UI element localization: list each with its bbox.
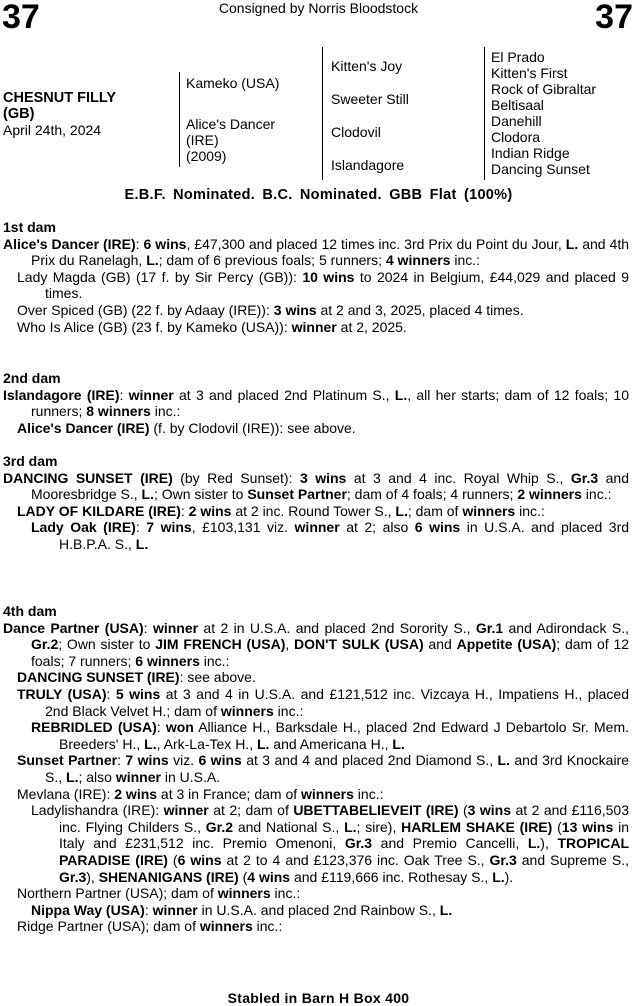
granddam-paternal: Sweeter Still bbox=[331, 91, 409, 107]
wins: 13 wins bbox=[561, 818, 614, 835]
text: Mevlana (IRE): bbox=[17, 785, 115, 802]
grandsire-paternal: Kitten's Joy bbox=[331, 58, 403, 74]
horse-name: HARLEM SHAKE (IRE) bbox=[401, 818, 553, 835]
lot-number-right: 37 bbox=[595, 0, 633, 36]
text: Lady Magda (GB) (17 f. by Sir Percy (GB)): bbox=[17, 268, 303, 285]
text: at 2 and 3, 2025, placed 4 times. bbox=[316, 301, 524, 318]
text: ), bbox=[86, 868, 99, 885]
text: : bbox=[156, 719, 166, 736]
horse-name: LADY OF KILDARE (IRE) bbox=[17, 502, 181, 519]
second-dam-heading: 2nd dam bbox=[3, 370, 61, 386]
ggp-1: El Prado bbox=[491, 49, 545, 65]
text: inc.: bbox=[199, 652, 230, 669]
first-dam-heading: 1st dam bbox=[3, 219, 56, 235]
wins: 6 wins bbox=[198, 752, 242, 769]
text: , £103,131 viz. bbox=[191, 519, 295, 536]
produce-lady-magda bbox=[3, 269, 629, 302]
grade: L. bbox=[492, 868, 505, 885]
dam-country: (IRE) bbox=[186, 132, 219, 148]
grade: L. bbox=[527, 835, 541, 852]
text: Alliance H., Barksdale H., placed 2nd Edward J Debartolo Sr. Mem. Breeders' H., bbox=[59, 719, 629, 752]
text: : bbox=[144, 901, 153, 918]
third-dam-entry bbox=[3, 470, 629, 503]
sire: Kameko (USA) bbox=[186, 75, 280, 91]
text: , £47,300 and placed 12 times inc. 3rd Prix du Point du Jour, bbox=[186, 235, 566, 252]
text: : bbox=[180, 502, 189, 519]
third-dam-heading: 3rd dam bbox=[3, 453, 58, 469]
text: Ladylishandra (IRE): bbox=[31, 802, 164, 819]
text: , Ark-La-Tex H., bbox=[156, 735, 257, 752]
horse-name: TROPICAL PARADISE (IRE) bbox=[59, 835, 629, 868]
grade: Gr.3 bbox=[344, 835, 373, 852]
horse-name: CHESNUT FILLY bbox=[3, 90, 117, 106]
fourth-dam-section bbox=[3, 603, 629, 935]
winners: 2 winners bbox=[517, 486, 582, 503]
produce-mevlana bbox=[3, 786, 629, 803]
ggp-8: Dancing Sunset bbox=[491, 161, 590, 177]
text: ; dam of 4 foals; 4 runners; bbox=[346, 486, 518, 503]
wins: winner bbox=[152, 619, 199, 636]
text: ; Own sister to bbox=[58, 636, 156, 653]
dam-name: Alice's Dancer (IRE) bbox=[3, 235, 136, 252]
text: ; dam of bbox=[407, 502, 463, 519]
text: at 2; also bbox=[339, 519, 415, 536]
horse-name: Sunset Partner bbox=[17, 752, 118, 769]
text: inc.: bbox=[581, 486, 612, 503]
winners: winners bbox=[199, 918, 253, 935]
produce-alices-dancer bbox=[3, 420, 629, 437]
text: ( bbox=[167, 851, 178, 868]
horse-name: DON'T SULK (USA) bbox=[294, 636, 424, 653]
text: and Supreme S., bbox=[516, 851, 630, 868]
text: ; dam of 6 previous foals; 5 runners; bbox=[158, 252, 386, 269]
ggp-6: Clodora bbox=[491, 129, 541, 145]
grandsire-maternal: Clodovil bbox=[331, 124, 381, 140]
grade: L. bbox=[146, 252, 159, 269]
grade: Gr.2 bbox=[31, 636, 59, 653]
text: viz. bbox=[168, 752, 199, 769]
text: at 2 to 4 and £123,376 inc. Oak Tree S., bbox=[221, 851, 490, 868]
text: ( bbox=[238, 868, 248, 885]
text: : bbox=[135, 519, 147, 536]
produce-sunset-partner bbox=[3, 752, 629, 785]
text: at 2 in U.S.A. and placed 2nd Sorority S., bbox=[198, 619, 476, 636]
wins: 3 wins bbox=[467, 802, 511, 819]
fourth-dam-heading: 4th dam bbox=[3, 603, 57, 619]
text: and 4th Prix du Ranelagh, bbox=[31, 235, 630, 269]
text: to 2024 in Belgium, £44,029 and placed 9 times. bbox=[45, 268, 629, 302]
text: inc.: bbox=[252, 918, 283, 935]
text: in U.S.A. bbox=[160, 768, 221, 785]
winners: winners bbox=[220, 702, 274, 719]
text: at 3 and placed 2nd Platinum S., bbox=[173, 386, 395, 403]
produce-dancing-sunset bbox=[3, 669, 629, 686]
wins: winner bbox=[128, 386, 174, 403]
text: : bbox=[106, 685, 116, 702]
grade: L. bbox=[66, 768, 79, 785]
lot-number-left: 37 bbox=[2, 0, 40, 36]
text: Ridge Partner (USA); dam of bbox=[17, 918, 200, 935]
text: ; also bbox=[78, 768, 116, 785]
text: and 3rd Knockaire S., bbox=[45, 752, 630, 785]
text: in U.S.A. and placed 3rd H.B.P.A. S., bbox=[59, 519, 630, 552]
winners: winners bbox=[301, 785, 354, 802]
text: and Mooresbridge S., bbox=[31, 469, 629, 503]
grade: Gr.3 bbox=[570, 469, 599, 486]
grade: Gr.3 bbox=[489, 851, 517, 868]
text: and Adirondack S., bbox=[503, 619, 629, 636]
fourth-dam-entry bbox=[3, 620, 629, 670]
text: ( bbox=[458, 802, 468, 819]
wins: won bbox=[165, 719, 194, 736]
text: : bbox=[119, 386, 129, 403]
horse-name: REBRIDLED (USA) bbox=[31, 719, 157, 736]
text: at 3 and 4 in U.S.A. and £121,512 inc. Vizcaya H., Impatiens H., placed 2nd Black Velvet H.; dam of bbox=[45, 685, 630, 719]
text: : see above. bbox=[179, 669, 256, 686]
text: at 3 and 4 inc. Royal Whip S., bbox=[346, 469, 571, 486]
second-dam-section bbox=[3, 370, 629, 436]
text: and Americana H., bbox=[269, 735, 393, 752]
grade: L. bbox=[344, 818, 357, 835]
produce-who-is-alice bbox=[3, 319, 629, 336]
winners: winners bbox=[462, 502, 516, 519]
produce-lady-oak bbox=[3, 519, 629, 552]
grade: L. bbox=[392, 735, 405, 752]
grade: Gr.2 bbox=[205, 818, 234, 835]
text: ( bbox=[552, 818, 562, 835]
text: ; sire), bbox=[356, 818, 402, 835]
horse-name: UBETTABELIEVEIT (IRE) bbox=[293, 802, 459, 819]
wins: 3 wins bbox=[299, 469, 347, 486]
stabling-info: Stabled in Barn H Box 400 bbox=[227, 990, 410, 1006]
wins: winner bbox=[152, 901, 198, 918]
foaling-date: April 24th, 2024 bbox=[3, 122, 102, 138]
wins: 2 wins bbox=[188, 502, 232, 519]
text: at 2 inc. Round Tower S., bbox=[231, 502, 396, 519]
grade: L. bbox=[144, 735, 157, 752]
grade: Gr.1 bbox=[475, 619, 504, 636]
wins: 6 wins bbox=[143, 235, 187, 252]
horse-name: TRULY (USA) bbox=[17, 685, 107, 702]
wins: winner bbox=[163, 802, 209, 819]
text: in Italy and £231,512 inc. Premio Omenoni, bbox=[59, 818, 629, 852]
ggp-7: Indian Ridge bbox=[491, 145, 570, 161]
ggp-2: Kitten's First bbox=[491, 65, 568, 81]
text: : bbox=[117, 752, 126, 769]
text: inc.: bbox=[515, 502, 545, 519]
text: inc.: bbox=[270, 885, 301, 902]
produce-over-spiced bbox=[3, 302, 629, 319]
pedigree-divider-3 bbox=[484, 47, 485, 180]
wins: 3 wins bbox=[273, 301, 317, 318]
winners: 6 winners bbox=[135, 652, 200, 669]
dam-name: Islandagore (IRE) bbox=[3, 386, 120, 403]
text: at 2, 2025. bbox=[336, 318, 407, 335]
second-dam-entry bbox=[3, 387, 629, 420]
text: and Premio Cancelli, bbox=[372, 835, 528, 852]
text: and National S., bbox=[233, 818, 345, 835]
horse-name: SHENANIGANS (IRE) bbox=[98, 868, 239, 885]
produce-ladylishandra bbox=[3, 802, 629, 885]
dam-year: (2009) bbox=[186, 148, 227, 164]
first-dam-entry bbox=[3, 236, 629, 269]
horse-identity bbox=[3, 90, 116, 139]
wins: 6 wins bbox=[177, 851, 222, 868]
wins: winner bbox=[294, 519, 340, 536]
winners: 4 winners bbox=[385, 252, 451, 269]
first-dam-section bbox=[3, 219, 629, 335]
text: (f. by Clodovil (IRE)): see above. bbox=[149, 419, 356, 436]
text: inc.: bbox=[450, 252, 481, 269]
wins: 4 wins bbox=[247, 868, 291, 885]
text: , bbox=[285, 636, 295, 653]
text: at 3 and 4 and placed 2nd Diamond S., bbox=[241, 752, 498, 769]
horse-name: Lady Oak (IRE) bbox=[31, 519, 136, 536]
text: : bbox=[143, 619, 153, 636]
dam-name: Alice's Dancer bbox=[186, 116, 276, 132]
dam bbox=[186, 116, 275, 164]
dam-name: DANCING SUNSET (IRE) bbox=[3, 469, 173, 486]
text: ; dam of 12 foals; 7 runners; bbox=[31, 636, 630, 669]
ggp-4: Beltisaal bbox=[491, 97, 544, 113]
produce-truly bbox=[3, 686, 629, 719]
wins: 7 wins bbox=[125, 752, 169, 769]
consignor: Consigned by Norris Bloodstock bbox=[218, 0, 419, 16]
text: at 2 and £116,503 inc. Flying Childers S., bbox=[59, 802, 629, 835]
produce-ridge-partner bbox=[3, 918, 629, 935]
grade: L. bbox=[439, 901, 453, 918]
wins: 2 wins bbox=[114, 785, 158, 802]
produce-northern-partner bbox=[3, 885, 629, 902]
ggp-5: Danehill bbox=[491, 113, 542, 129]
text: Over Spiced (GB) (22 f. by Adaay (IRE)): bbox=[17, 301, 274, 318]
pedigree-divider-1 bbox=[179, 72, 180, 167]
text: inc.: bbox=[273, 702, 304, 719]
nominations: E.B.F. Nominated. B.C. Nominated. GBB Flat (100%) bbox=[124, 187, 513, 203]
grade: L. bbox=[256, 735, 270, 752]
text: ), bbox=[540, 835, 558, 852]
great-grandparents bbox=[491, 49, 596, 177]
granddam-maternal: Islandagore bbox=[331, 157, 405, 173]
text: and bbox=[423, 636, 457, 653]
produce-lady-of-kildare bbox=[3, 503, 629, 520]
grade: L. bbox=[565, 235, 579, 252]
pedigree-divider-2 bbox=[322, 47, 323, 180]
horse-name: JIM FRENCH (USA) bbox=[155, 636, 286, 653]
text: (by Red Sunset): bbox=[172, 469, 300, 486]
text: Northern Partner (USA); dam of bbox=[17, 885, 218, 902]
wins: 7 wins bbox=[146, 519, 192, 536]
produce-nippa-way bbox=[3, 902, 629, 919]
text: ; Own sister to bbox=[153, 486, 248, 503]
horse-name: DANCING SUNSET (IRE) bbox=[17, 669, 180, 686]
dam-name: Dance Partner (USA) bbox=[3, 619, 144, 636]
text: inc.: bbox=[353, 785, 384, 802]
grade: L. bbox=[394, 386, 408, 403]
text: inc.: bbox=[150, 403, 181, 420]
text: ). bbox=[504, 868, 514, 885]
produce-rebridled bbox=[3, 719, 629, 752]
text: at 3 in France; dam of bbox=[157, 785, 302, 802]
wins: winner bbox=[115, 768, 161, 785]
grade: L. bbox=[135, 535, 149, 552]
grade: L. bbox=[497, 752, 510, 769]
winners: winners bbox=[217, 885, 271, 902]
text: , all her starts; dam of 12 foals; 10 runners; bbox=[31, 386, 629, 420]
wins: 10 wins bbox=[302, 268, 355, 285]
wins: 6 wins bbox=[414, 519, 461, 536]
ggp-3: Rock of Gibraltar bbox=[491, 81, 597, 97]
text: at 2; dam of bbox=[208, 802, 294, 819]
wins: winner bbox=[291, 318, 337, 335]
horse-country: (GB) bbox=[3, 106, 35, 122]
wins: 5 wins bbox=[115, 685, 161, 702]
winners: 8 winners bbox=[86, 403, 151, 420]
text: in U.S.A. and placed 2nd Rainbow S., bbox=[197, 901, 440, 918]
text: and £119,666 inc. Rothesay S., bbox=[290, 868, 493, 885]
horse-name: Appetite (USA) bbox=[456, 636, 557, 653]
grade: Gr.3 bbox=[59, 868, 87, 885]
horse-name: Nippa Way (USA) bbox=[31, 901, 145, 918]
text: Who Is Alice (GB) (23 f. by Kameko (USA)): bbox=[17, 318, 292, 335]
grade: L. bbox=[141, 486, 154, 503]
horse-name: Alice's Dancer (IRE) bbox=[17, 419, 150, 436]
horse-name: Sunset Partner bbox=[247, 486, 347, 503]
text: : bbox=[135, 235, 144, 252]
third-dam-section bbox=[3, 453, 629, 553]
grade: L. bbox=[395, 502, 408, 519]
